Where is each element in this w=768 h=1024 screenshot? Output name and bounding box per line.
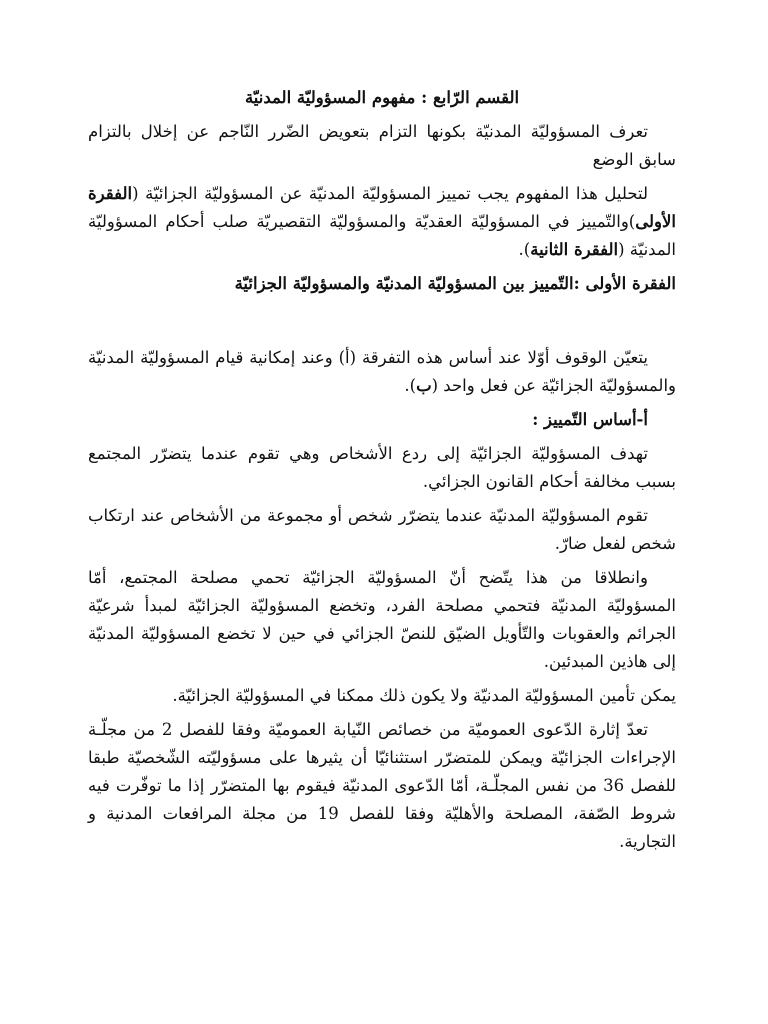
intro-bold-b: ب [416, 376, 432, 395]
intro-text: يتعيّن الوقوف أوّلا عند أساس هذه التفرقة (أ) وعند إمكانية قيام المسؤوليّة المدنيّة والمسؤوليّة الجزائيّة عن فعل واحد ( [88, 348, 676, 395]
section-title: القسم الرّابع : مفهوم المسؤوليّة المدنيّة [244, 88, 520, 107]
body-paragraph-3: وانطلاقا من هذا يتّضح أنّ المسؤوليّة الجزائيّة تحمي مصلحة المجتمع، أمّا المسؤوليّة المدنيّة فتحمي مصلحة الفرد، وتخضع المسؤوليّة الجزائيّة لمبدأ شرعيّة الجرائم والعقوبات والتّأويل الضيّق للنصّ الجزائي في حين لا تخضع المسؤوليّة المدنيّة إلى هاذين المبدئين. [88, 568, 676, 671]
paragraph-one-title: الفقرة الأولى :التّمييز بين المسؤوليّة المدنيّة والمسؤوليّة الجزائيّة [234, 274, 676, 293]
analysis-text-3: ). [518, 240, 531, 259]
body-paragraph-1: تهدف المسؤوليّة الجزائيّة إلى ردع الأشخاص وهي تقوم عندما يتضرّر المجتمع بسبب مخالفة أحكام القانون الجزائي. [88, 444, 676, 491]
body-paragraph-2: تقوم المسؤوليّة المدنيّة عندما يتضرّر شخص أو مجموعة من الأشخاص عند ارتكاب شخص لفعل ضارّ. [88, 506, 676, 553]
blank-space [88, 302, 676, 344]
sub-a-title: أ-أساس التّمييز : [532, 410, 648, 429]
analysis-paragraph [88, 180, 676, 264]
definition-paragraph: تعرف المسؤوليّة المدنيّة بكونها التزام بتعويض الضّرر النّاجم عن إخلال بالتزام سابق الوضع [88, 122, 676, 169]
analysis-bold-2: الفقرة الثانية [530, 240, 619, 259]
analysis-text-2: )والتّمييز في المسؤوليّة العقديّة والمسؤوليّة التقصيريّة صلب أحكام المسؤوليّة المدنيّة ( [88, 212, 676, 259]
analysis-text-1: لتحليل هذا المفهوم يجب تمييز المسؤوليّة المدنيّة عن المسؤوليّة الجزائيّة ( [132, 184, 648, 203]
document-page [88, 84, 676, 862]
intro-end: ). [404, 376, 417, 395]
body-paragraph-5: تعدّ إثارة الدّعوى العموميّة من خصائص النّيابة العموميّة وفقا للفصل 2 من مجلّـة الإجراءات الجزائيّة ويمكن للمتضرّر استثنائيّا أن يثيرها على مسؤوليّته الشّخصيّة طبقا للفصل 36 من نفس المجلّـة، أمّا الدّعوى المدنيّة فيقوم بها المتضرّر إذا ما توفّرت فيه شروط الصّفة، المصلحة والأهليّة وفقا للفصل 19 من مجلة المرافعات المدنية و التجارية. [88, 720, 676, 851]
paragraph-one-intro [88, 344, 676, 400]
body-paragraph-4: يمكن تأمين المسؤوليّة المدنيّة ولا يكون ذلك ممكنا في المسؤوليّة الجزائيّة. [172, 686, 676, 705]
analysis-bold-1: الفقرة الأولى [88, 184, 676, 231]
